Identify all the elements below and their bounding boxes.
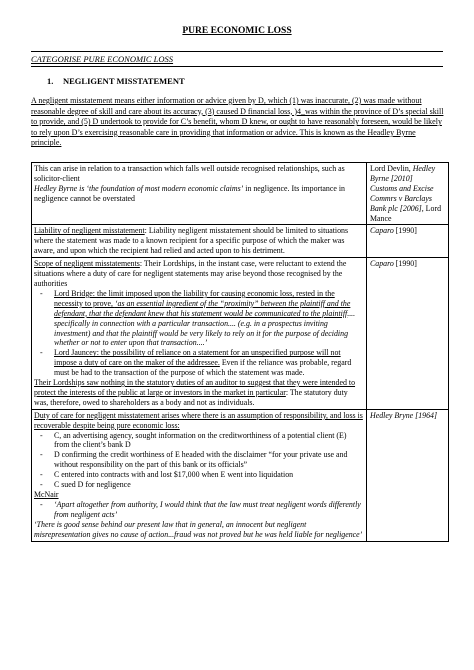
bullet-quote-rest: .... specifically in connection with a particular transaction.... (e.g. in a prospectus inviting investment) and that the plaintiff would be very likely to rely on it for the purpose of deciding whether or not to enter upon that transaction....’	[54, 308, 356, 348]
list-item	[34, 289, 363, 348]
list-item: - C entered into contracts with and lost $17,000 when E went into liquidation	[34, 470, 363, 480]
row1-text-2	[34, 184, 363, 204]
case-ref	[370, 164, 445, 184]
row1-text: This can arise in relation to a transaction which falls well outside recognised relationships, such as solicitor-client	[34, 164, 345, 183]
list-item: - C, an advertising agency, sought information on the creditworthiness of a potential client (E) from the client’s bank D	[34, 431, 363, 451]
case-year: [1990]	[393, 226, 417, 236]
section-title: NEGLIGENT MISSTATEMENT	[63, 76, 185, 86]
table-row	[32, 225, 449, 258]
conclusion-rest: : The statutory duty was, therefore, owed to shareholders as a body and not as individuals.	[34, 387, 348, 407]
notes-cell	[32, 409, 367, 541]
table-row	[32, 409, 449, 541]
case-name-2: Customs and Excise Commrs v Barclays Bank plc [2006]	[370, 183, 434, 213]
row3-text: : Their Lordships, in the instant case, were reluctant to extend the situations where a duty of care for negligent statements may arise beyond those recognised by the authorities	[34, 259, 347, 288]
bullet-quote: ‘as an essential ingredient of the “proximity” between the plaintiff and the defendant, that the defendant knew that his statement would be communicated to the plaintiff	[54, 298, 351, 318]
row4-intro: Duty of care for negligent misstatement arises where there is an assumption of responsibility, and loss is recoverable despite being pure economic loss:	[34, 410, 363, 430]
table-row	[32, 258, 449, 410]
bullet-rest: Even if the reliance was probable, regard must be had to the transaction of the purpose of which the statement was made.	[54, 358, 352, 378]
intro-paragraph: A negligent misstatement means either information or advice given by D, which (1) was inaccurate, (2) was made without reasonable degree of skill and care about its accuracy, (3) caused D financial loss, )4_was within the province of D’s special skill to provide, and (5) D undertook to provide for C’s benefit, whom D knew, or ought to have reasonably foreseen, would be likely to rely upon D’s exercising reasonable care in providing that information or advice. This is known as the Headley Byrne principle.	[31, 96, 444, 148]
category-subtitle: CATEGORISE PURE ECONOMIC LOSS	[31, 51, 443, 67]
case-cell	[367, 163, 449, 225]
list-item: - C sued D for negligence	[34, 480, 363, 490]
row2-text: : Liability negligent misstatement should be limited to situations where the statement was made to a known recipient for a specific purpose of which the maker was aware, and upon which the recipient had relied and acted upon to his detriment.	[34, 226, 349, 256]
section-heading	[47, 76, 185, 86]
document-title: PURE ECONOMIC LOSS	[182, 26, 292, 36]
notes-cell	[32, 163, 367, 225]
row3-conclusion	[34, 378, 363, 408]
bullet-text: Lord Bridge: the limit imposed upon the liability for causing economic loss, rested in the necessity to prove,	[54, 288, 335, 308]
bullet-text: Lord Jauncey: the possibility of reliance on a statement for an unspecified purpose will not impose a duty of care on the maker of the addressee.	[54, 348, 341, 368]
closing-quote: ‘There is good sense behind our present law that in general, an innocent but negligent misrepresentation gives no cause of action...fraud was not proved but he was held liable for negligence’	[34, 519, 363, 539]
case-cell	[367, 258, 449, 410]
case-ref-2	[370, 184, 445, 224]
row3-label: Scope of negligent misstatements	[34, 259, 140, 269]
conclusion-text: Their Lordships saw nothing in the statutory duties of an auditor to suggest that they were intended to protect the interests of the public at large or investors in the market in particular	[34, 378, 356, 397]
notes-cell	[32, 258, 367, 410]
case-name: Hedley Byrne [2010]	[370, 164, 436, 183]
case-year: [1990]	[393, 259, 417, 269]
row2-label: Liability of negligent misstatement	[34, 226, 145, 236]
row1-quote: Hedley Byrne is ‘the foundation of most modern economic claims’	[34, 183, 244, 193]
bullet-list	[34, 289, 363, 378]
table-row	[32, 163, 449, 225]
case-name: Caparo	[370, 226, 394, 236]
judge-name: McNair	[34, 490, 59, 499]
row3-intro	[34, 259, 363, 289]
case-cell	[367, 409, 449, 541]
case-cell	[367, 225, 449, 258]
case-judge-2: , Lord Mance	[370, 203, 442, 223]
notes-cell	[32, 225, 367, 258]
list-item	[34, 348, 363, 378]
list-item: - D confirming the credit worthiness of E headed with the disclaimer “for your private use and without responsibility on the part of this bank or its officials”	[34, 450, 363, 470]
case-judge: Lord Devlin,	[370, 164, 413, 173]
notes-table	[31, 162, 449, 542]
row1-rest: in negligence. Its importance in negligence cannot be overstated	[34, 183, 345, 203]
list-item: - ‘Apart altogether from authority, I would think that the law must treat negligent words differently from negligent acts’	[34, 500, 363, 520]
case-name: Caparo	[370, 259, 394, 269]
bullet-list	[34, 500, 363, 520]
section-number: 1.	[47, 76, 54, 86]
bullet-list	[34, 431, 363, 490]
case-name: Hedley Bryne [1964]	[370, 410, 438, 420]
